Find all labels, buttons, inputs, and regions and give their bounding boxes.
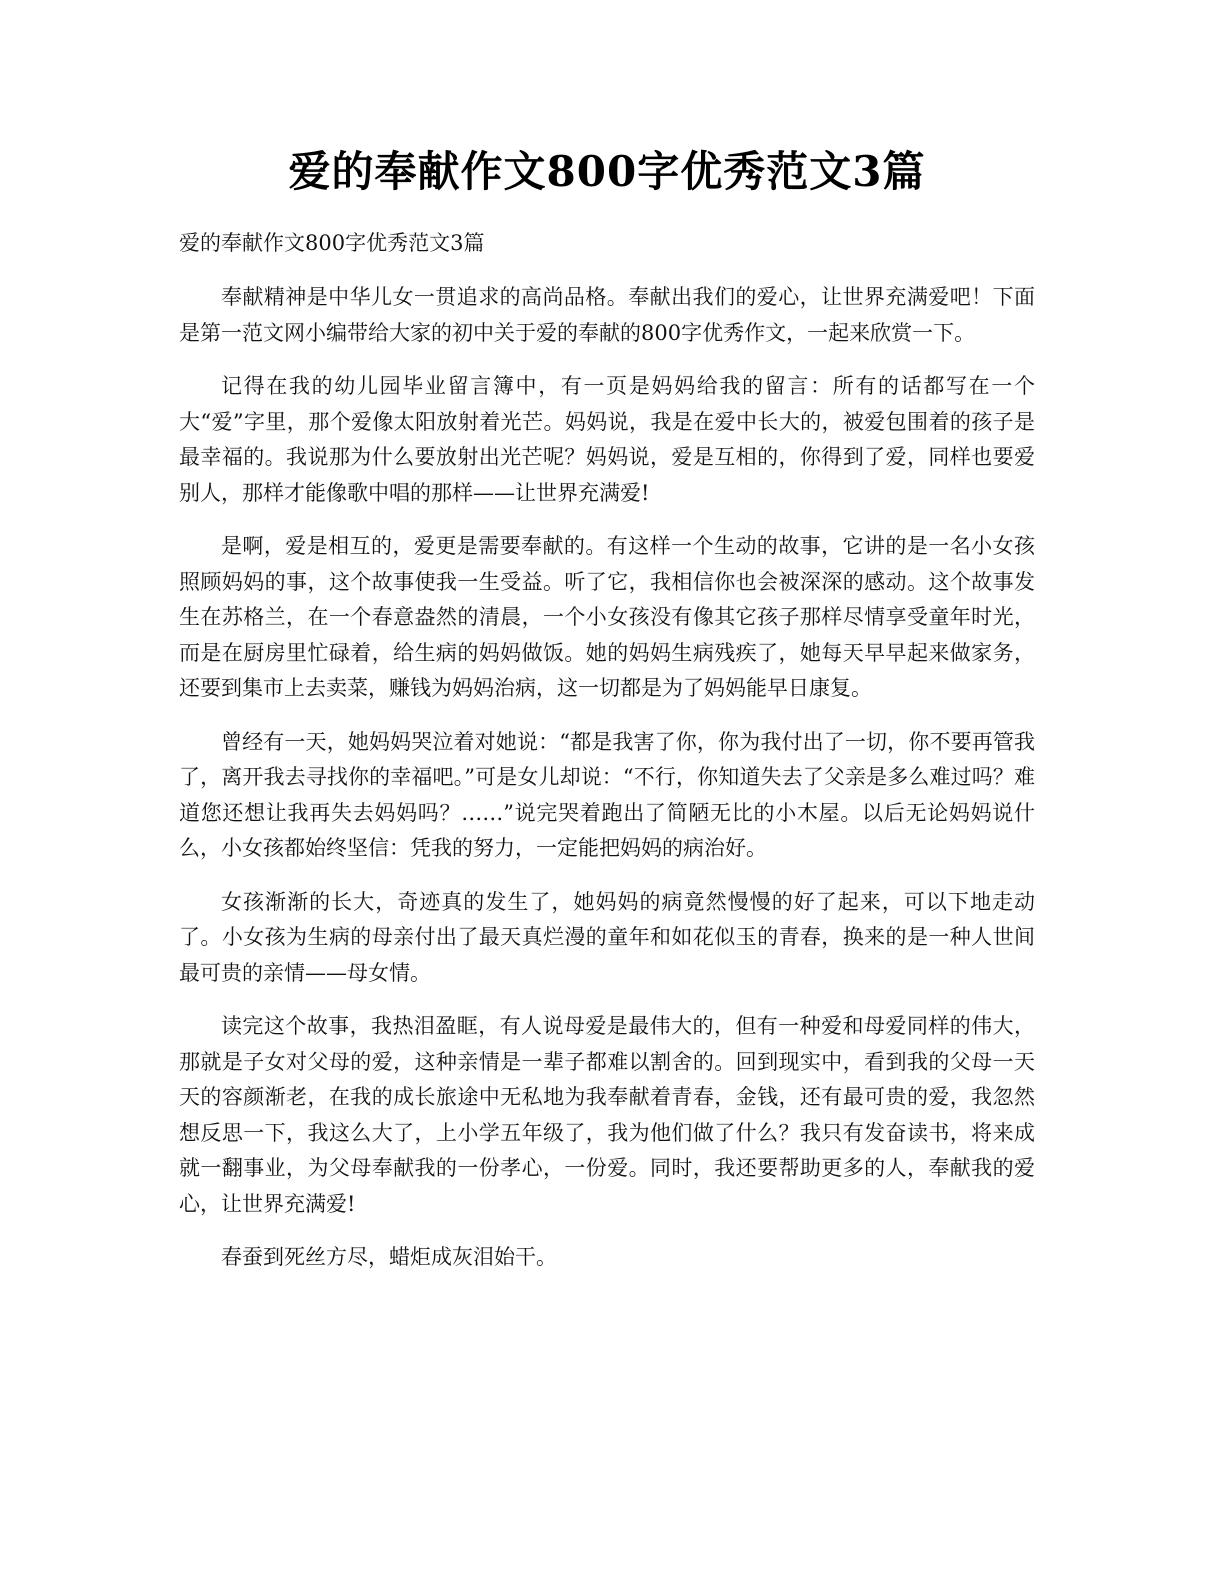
document-page — [179, 140, 1035, 1276]
paragraph-reflection: 读完这个故事，我热泪盈眶，有人说母爱是最伟大的，但有一种爱和母爱同样的伟大，那就是子女对父母的爱，这种亲情是一辈子都难以割舍的。回到现实中，看到我的父母一天天的容颜渐老，在我的成长旅途中无私地为我奉献着青春，金钱，还有最可贵的爱，我忽然想反思一下，我这么大了，上小学五年级了，我为他们做了什么？我只有发奋读书，将来成就一翻事业，为父母奉献我的一份孝心，一份爱。同时，我还要帮助更多的人，奉献我的爱心，让世界充满爱! — [179, 1014, 1035, 1216]
paragraph-miracle: 女孩渐渐的长大，奇迹真的发生了，她妈妈的病竟然慢慢的好了起来，可以下地走动了。小女孩为生病的母亲付出了最天真烂漫的童年和如花似玉的青春，换来的是一种人世间最可贵的亲情——母女情。 — [179, 889, 1035, 985]
paragraph-dialogue: 曾经有一天，她妈妈哭泣着对她说：“都是我害了你，你为我付出了一切，你不要再管我了，离开我去寻找你的幸福吧。”可是女儿却说：“不行，你知道失去了父亲是多么难过吗？难道您还想让我再失去妈妈吗？……”说完哭着跑出了简陋无比的小木屋。以后无论妈妈说什么，小女孩都始终坚信：凭我的努力，一定能把妈妈的病治好。 — [179, 729, 1035, 860]
paragraph-intro: 奉献精神是中华儿女一贯追求的高尚品格。奉献出我们的爱心，让世界充满爱吧！下面是第一范文网小编带给大家的初中关于爱的奉献的800字优秀作文，一起来欣赏一下。 — [179, 285, 1035, 345]
document-subtitle: 爱的奉献作文800字优秀范文3篇 — [179, 231, 485, 255]
paragraph-guestbook: 记得在我的幼儿园毕业留言簿中，有一页是妈妈给我的留言：所有的话都写在一个大“爱”字里，那个爱像太阳放射着光芒。妈妈说，我是在爱中长大的，被爱包围着的孩子是最幸福的。我说那为什么要放射出光芒呢？妈妈说，爱是互相的，你得到了爱，同样也要爱别人，那样才能像歌中唱的那样——让世界充满爱! — [179, 374, 1035, 505]
paragraph-story: 是啊，爱是相互的，爱更是需要奉献的。有这样一个生动的故事，它讲的是一名小女孩照顾妈妈的事，这个故事使我一生受益。听了它，我相信你也会被深深的感动。这个故事发生在苏格兰，在一个春意盎然的清晨，一个小女孩没有像其它孩子那样尽情享受童年时光，而是在厨房里忙碌着，给生病的妈妈做饭。她的妈妈生病残疾了，她每天早早起来做家务，还要到集市上去卖菜，赚钱为妈妈治病，这一切都是为了妈妈能早日康复。 — [179, 534, 1035, 700]
paragraph-closing-verse: 春蚕到死丝方尽，蜡炬成灰泪始干。 — [221, 1245, 557, 1269]
document-title: 爱的奉献作文800字优秀范文3篇 — [288, 147, 926, 196]
